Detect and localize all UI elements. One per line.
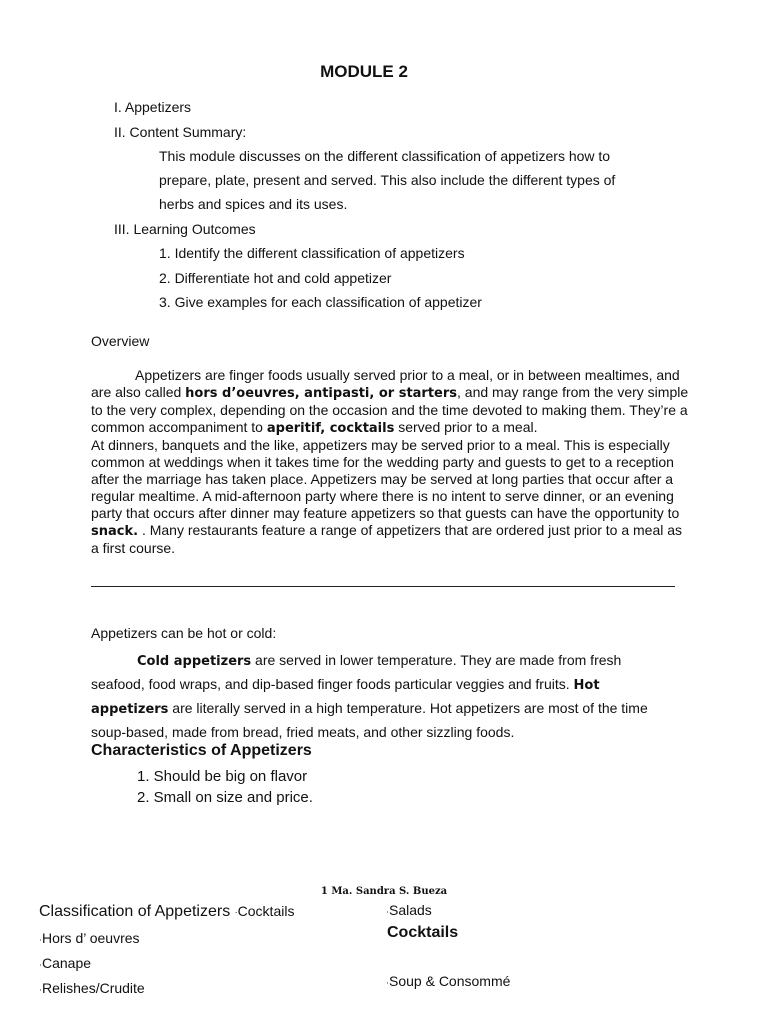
hot-label: Hot appetizers: [91, 678, 600, 717]
classification-item: ·Salads: [386, 902, 432, 918]
page-title: MODULE 2: [320, 62, 408, 81]
outcome-item: 2. Differentiate hot and cold appetizer: [159, 270, 392, 286]
classification-item: Cocktails: [237, 903, 295, 919]
bullet: ·: [386, 977, 389, 988]
overview-heading: Overview: [91, 333, 150, 349]
bullet: ·: [39, 984, 42, 995]
bullet: ·: [39, 959, 42, 970]
bullet: ·: [234, 906, 238, 917]
bullet: ·: [39, 934, 42, 945]
summary-line: This module discusses on the different classification of appetizers how to: [159, 148, 611, 164]
outline-item-appetizers: I. Appetizers: [114, 99, 192, 115]
bullet: ·: [386, 906, 389, 917]
classification-heading: Classification of Appetizers: [39, 903, 231, 920]
cocktails-heading: Cocktails: [387, 924, 459, 941]
outline-item-learning-outcomes: III. Learning Outcomes: [114, 221, 256, 237]
classification-item: ·Soup & Consommé: [386, 973, 511, 989]
bold-term: aperitif, cocktails: [266, 421, 395, 436]
bold-term: snack.: [91, 524, 139, 539]
summary-line: herbs and spices and its uses.: [159, 196, 348, 212]
outcome-item: 3. Give examples for each classification of appetizer: [159, 294, 482, 310]
divider-line: [91, 586, 675, 587]
characteristics-heading: Characteristics of Appetizers: [91, 742, 312, 759]
outcome-item: 1. Identify the different classification of appetizers: [159, 245, 465, 261]
classification-item: ·Canape: [39, 955, 92, 971]
hot-cold-intro: Appetizers can be hot or cold:: [91, 625, 277, 641]
hot-cold-paragraph: Cold appetizers are served in lower temperature. They are made from fresh seafood, food wraps, and dip-based finger foods particular veggies and fruits. Hot appetizers are literally served in a high temperature. Hot appetizers are most of the time soup-based, made from bread, fried meats, and other sizzling foods.: [91, 652, 648, 740]
characteristic-item: 2. Small on size and price.: [137, 789, 313, 806]
page-footer: 1 Ma. Sandra S. Bueza: [320, 886, 448, 897]
cold-label: Cold appetizers: [137, 654, 252, 669]
classification-heading-line: [39, 903, 294, 921]
classification-item: ·Hors d’ oeuvres: [39, 930, 140, 946]
bold-term: hors d’oeuvres, antipasti, or starters: [185, 386, 458, 401]
summary-line: prepare, plate, present and served. This also include the different types of: [159, 172, 616, 188]
characteristic-item: 1. Should be big on flavor: [137, 768, 308, 785]
classification-item: ·Relishes/Crudite: [39, 980, 145, 996]
overview-paragraph: Appetizers are finger foods usually served prior to a meal, or in between mealtimes, and are also called hors d’oeuvres, antipasti, or starters, and may range from the very simple to the very complex, depending on the occasion and the time devoted to making them. They’re a common accompaniment to aperitif, cocktails served prior to a meal. At dinners, banquets and the like, appetizers may be served prior to a meal. This is especially common at weddings when it takes time for the wedding party and guests to get to a reception after the marriage has taken place. Appetizers may be served at long parties that occur after a regular mealtime. A mid-afternoon party where there is no intent to serve dinner, or an evening party that occurs after dinner may feature appetizers so that guests can have the opportunity to snack. . Many restaurants feature a range of appetizers that are ordered just prior to a meal as a first course.: [91, 367, 689, 556]
outline-item-content-summary: II. Content Summary:: [114, 124, 247, 140]
